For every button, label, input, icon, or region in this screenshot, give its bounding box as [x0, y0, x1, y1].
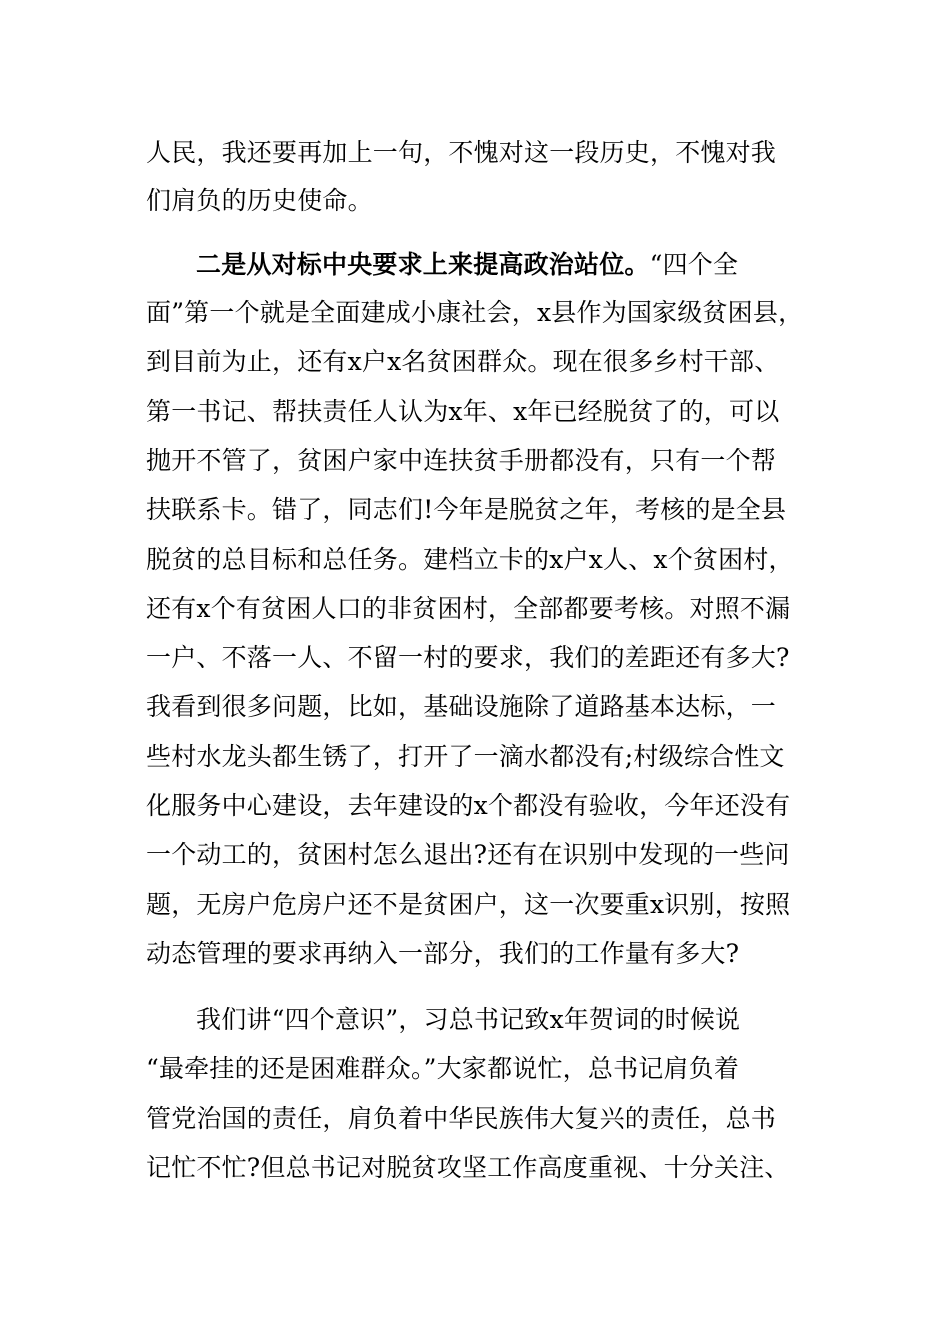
paragraph-2-line-4: 第一书记、帮扶责任人认为x年、x年已经脱贫了的，可以	[146, 397, 780, 426]
paragraph-3-line-2: “最牵挂的还是困难群众。”大家都说忙，总书记肩负着	[146, 1054, 740, 1083]
paragraph-2-line-12: 化服务中心建设，去年建设的x个都没有验收，今年还没有	[146, 791, 791, 820]
paragraph-2-line-2: 面”第一个就是全面建成小康社会，x县作为国家级贫困县，	[146, 298, 804, 327]
paragraph-2-line-5: 抛开不管了，贫困户家中连扶贫手册都没有，只有一个帮	[146, 446, 777, 475]
paragraph-3-line-3: 管党治国的责任，肩负着中华民族伟大复兴的责任，总书	[146, 1104, 777, 1133]
paragraph-2-line-6: 扶联系卡。错了，同志们!今年是脱贫之年，考核的是全县	[146, 495, 787, 524]
paragraph-2-line-1	[196, 250, 738, 280]
paragraph-1-line-2: 们肩负的历史使命。	[146, 186, 373, 215]
paragraph-2-line-7: 脱贫的总目标和总任务。建档立卡的x户x人、x个贫困村，	[146, 545, 794, 574]
paragraph-2-heading: 二是从对标中央要求上来提高政治站位。	[196, 250, 650, 279]
paragraph-2-line-9: 一户、不落一人、不留一村的要求，我们的差距还有多大?	[146, 643, 790, 672]
paragraph-2-line-3: 到目前为止，还有x户x名贫困群众。现在很多乡村干部、	[146, 347, 780, 376]
paragraph-2-line-15: 动态管理的要求再纳入一部分，我们的工作量有多大?	[146, 939, 740, 968]
paragraph-2-line-13: 一个动工的，贫困村怎么退出?还有在识别中发现的一些问	[146, 840, 790, 869]
paragraph-2-first-line-rest: “四个全	[649, 250, 739, 279]
paragraph-1-line-1: 人民，我还要再加上一句，不愧对这一段历史，不愧对我	[146, 138, 777, 167]
paragraph-2-line-10: 我看到很多问题，比如，基础设施除了道路基本达标，一	[146, 692, 777, 721]
paragraph-3-line-1: 我们讲“四个意识”，习总书记致x年贺词的时候说	[196, 1005, 741, 1034]
paragraph-2-line-8: 还有x个有贫困人口的非贫困村，全部都要考核。对照不漏	[146, 594, 791, 623]
paragraph-2-line-14: 题，无房户危房户还不是贫困户，这一次要重x识别，按照	[146, 890, 791, 919]
paragraph-3-line-4: 记忙不忙?但总书记对脱贫攻坚工作高度重视、十分关注、	[146, 1153, 790, 1182]
paragraph-2-line-11: 些村水龙头都生锈了，打开了一滴水都没有;村级综合性文	[146, 742, 785, 771]
